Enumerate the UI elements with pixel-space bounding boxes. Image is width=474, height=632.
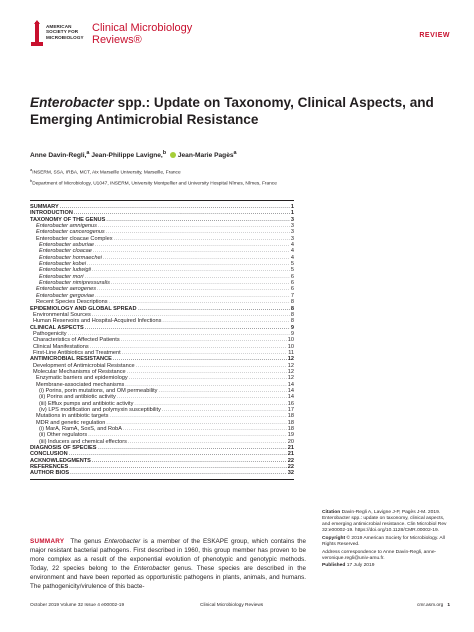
toc-entry-label: ANTIMICROBIAL RESISTANCE (30, 356, 112, 363)
toc-entry-page: 22 (287, 464, 294, 471)
toc-leader-dots (70, 470, 287, 476)
toc-entry-label: AUTHOR BIOS (30, 470, 70, 477)
toc-entry-page: 12 (287, 375, 294, 382)
toc-entry-label: Enterobacter aerogenes (36, 286, 97, 293)
toc-entry-page: 22 (287, 457, 294, 464)
toc-entry-page: 12 (287, 368, 294, 375)
toc-entry-label: Characteristics of Affected Patients (33, 337, 120, 344)
toc-entry-label: MDR and genetic regulation (36, 419, 106, 426)
toc-entry-label: Enzymatic barriers and epidemiology (36, 375, 128, 382)
toc-entry-page: 5 (290, 267, 294, 274)
page-number: 1 (447, 603, 450, 608)
toc-entry-page: 21 (287, 451, 294, 458)
article-info-sidebar (322, 510, 452, 571)
toc-entry-label: Enterobacter cancerogenus (36, 229, 105, 236)
journal-name[interactable] (92, 22, 232, 46)
toc-entry-label: TAXONOMY OF THE GENUS (30, 216, 106, 223)
toc-entry-page: 21 (287, 445, 294, 452)
title-genus: Enterobacter (30, 95, 114, 110)
toc-entry-page: 9 (290, 324, 294, 331)
summary-label: SUMMARY (30, 538, 65, 545)
toc-entry-label: CONCLUSION (30, 451, 68, 458)
toc-entry-page: 3 (290, 235, 294, 242)
summary-text: is a member of the ESKAPE group, which contains the major resistant bacterial pathogens. First described in 1960, this group member has proven to be more complex as a result of the exponential evolution of phenotypic and genotypic methods. Today, 22 species belong to the (30, 538, 306, 572)
toc-entry-page: 3 (290, 216, 294, 223)
toc-entry[interactable] (30, 470, 294, 476)
toc-entry-page: 8 (290, 318, 294, 325)
article-title (30, 94, 450, 128)
toc-entry-label: REFERENCES (30, 464, 69, 471)
toc-entry-page: 8 (290, 305, 294, 312)
toc-entry-label: Recent Species Descriptions (36, 299, 108, 306)
toc-entry-label: First-Line Antibiotics and Treatment (33, 349, 121, 356)
toc-entry-page: 8 (290, 299, 294, 306)
article-type-label: REVIEW (419, 32, 450, 39)
toc-entry-page: 6 (290, 280, 294, 287)
toc-entry-label: CLINICAL ASPECTS (30, 324, 84, 331)
toc-entry-label: (i) MarA, RamA, SoxS, and RobA (39, 426, 123, 433)
toc-entry-page: 6 (290, 273, 294, 280)
toc-entry-label: (iii) Efflux pumps and antibiotic activity (39, 400, 134, 407)
citation-key: Citation (322, 510, 341, 515)
affiliation-text: Department of Microbiology, U1047, INSERM, University Montpellier and University Hospital Nîmes, Nîmes, France (32, 181, 277, 187)
journal-url-link[interactable]: cmr.asm.org (416, 603, 444, 608)
society-name (46, 24, 96, 40)
toc-entry-page: 14 (287, 381, 294, 388)
toc-entry-label: Development of Antimicrobial Resistance (33, 362, 135, 369)
toc-entry-page: 17 (287, 407, 294, 413)
toc-entry-label: Enterobacter kobei (39, 261, 86, 268)
toc-entry-label: Enterobacter asburiae (39, 242, 95, 249)
affiliation (30, 178, 450, 187)
toc-entry-page: 32 (287, 470, 294, 477)
toc-entry-page: 4 (290, 254, 294, 261)
footer-right (417, 603, 450, 608)
toc-entry-page: 18 (287, 413, 294, 420)
toc-entry-page: 18 (287, 426, 294, 433)
toc-entry-page: 18 (287, 419, 294, 426)
toc-entry-label: Enterobacter mori (39, 273, 84, 280)
toc-entry-label: Environmental Sources (33, 311, 91, 318)
toc-entry-label: (i) Porins, porin mutations, and OM permeability (39, 387, 158, 394)
summary-genus: Enterobacter (104, 538, 141, 545)
summary-genus: Enterobacter (133, 564, 170, 572)
toc-entry-label: Enterobacter cloacae (39, 248, 92, 255)
toc-entry-label: DIAGNOSIS OF SPECIES (30, 445, 97, 452)
society-line: MICROBIOLOGY (46, 34, 84, 40)
toc-entry-label: (iv) LPS modification and polymyxin susceptibility (39, 407, 161, 413)
affiliation-sup: a (30, 167, 33, 172)
journal-name-line: Clinical Microbiology (92, 22, 193, 34)
toc-entry-page: 9 (290, 330, 294, 337)
toc-entry-page: 19 (287, 432, 294, 439)
toc-entry-page: 14 (287, 387, 294, 394)
toc-entry-page: 12 (287, 362, 294, 369)
toc-entry-page: 6 (290, 286, 294, 293)
toc-entry-label: Pathogenicity (33, 330, 67, 337)
toc-entry-page: 10 (287, 343, 294, 350)
author-affil-sup: a (233, 150, 237, 156)
title-text: spp.: Update on Taxonomy, Clinical Aspects, and Emerging Antimicrobial Resistance (30, 95, 434, 127)
toc-entry-page: 3 (290, 223, 294, 230)
affiliation (30, 167, 450, 176)
citation-text[interactable]: Davin-Regli A, Lavigne J-P, Pagès J-M. 2019. Enterobacter spp.: update on taxonomy, clinical aspects, and emerging antimicrobial resistance. Clin Microbiol Rev 32:e00002-19. https://doi.org/10.1128/CMR.00002-19. (322, 510, 447, 533)
toc-entry-page: 11 (288, 349, 294, 356)
toc-entry-label: Membrane-associated mechanisms (36, 381, 125, 388)
toc-entry-page: 20 (287, 438, 294, 445)
toc-entry-page: 7 (290, 292, 294, 299)
citation-block (322, 510, 452, 534)
toc-entry-label: Enterobacter hormaechei (39, 254, 102, 261)
correspondence-block[interactable]: Address correspondence to Anne Davin-Regli, anne-veronique.regli@univ-amu.fr. (322, 549, 437, 561)
toc-entry-page: 12 (287, 356, 294, 363)
author-name[interactable]: Jean-Marie Pagès (176, 152, 234, 160)
toc-entry-label: Enterobacter amnigenus (36, 223, 97, 230)
copyright-block (322, 536, 452, 548)
asm-logo-icon (30, 20, 44, 48)
issue-info: October 2019 Volume 32 Issue 4 e00002-19 (30, 603, 125, 608)
published-date: 17 July 2019 (346, 563, 375, 569)
journal-name-line: Reviews® (92, 34, 142, 46)
toc-entry-page: 14 (287, 394, 294, 401)
toc-entry-label: Enterobacter nimipressuralis (39, 280, 110, 287)
toc-entry-page: 1 (290, 204, 294, 210)
toc-entry-page: 16 (287, 400, 294, 407)
toc-entry-page: 4 (290, 248, 294, 255)
affiliation-text: INSERM, SSA, IRBA, MCT, Aix Marseille University, Marseille, France (32, 170, 181, 176)
published-block (322, 563, 452, 569)
toc-entry-label: Enterobacter cloacae Complex (36, 235, 113, 242)
society-line: SOCIETY FOR (46, 29, 79, 35)
toc-entry-label: EPIDEMIOLOGY AND GLOBAL SPREAD (30, 305, 137, 312)
toc-entry-page: 5 (290, 261, 294, 268)
toc-entry-page: 8 (290, 311, 294, 318)
toc-entry-page: 4 (290, 242, 294, 249)
published-key: Published (322, 563, 346, 569)
affiliation-sup: b (30, 178, 33, 183)
toc-entry-page: 1 (290, 210, 294, 217)
author-affil-sup: b (162, 150, 167, 156)
toc-entry-label: Clinical Manifestations (33, 343, 89, 350)
society-line: AMERICAN (46, 24, 72, 29)
author-affil-sup: a (86, 150, 90, 156)
toc-entry-label: (ii) Other regulators (39, 432, 88, 439)
summary-text: The genus (70, 538, 105, 545)
toc-entry-label: ACKNOWLEDGMENTS (30, 457, 91, 464)
summary-paragraph (30, 538, 306, 591)
toc-entry-label: INTRODUCTION (30, 210, 73, 217)
author-name[interactable]: Anne Davin-Regli, (30, 152, 87, 160)
author-list (30, 150, 450, 159)
toc-entry-page: 3 (290, 229, 294, 236)
table-of-contents (30, 200, 294, 480)
toc-entry-label: (iii) Inducers and chemical effectors (39, 438, 127, 445)
journal-header (30, 20, 450, 60)
toc-entry-page: 10 (287, 337, 294, 344)
toc-entry-label: Enterobacter gergoviae (36, 292, 95, 299)
toc-entry-label: Mutations in antibiotic targets (36, 413, 109, 420)
footer-journal-name: Clinical Microbiology Reviews (200, 603, 264, 608)
toc-entry-label: Enterobacter ludwigii (39, 267, 91, 274)
author-name[interactable]: Jean-Philippe Lavigne, (89, 152, 163, 160)
summary-text: genus. These species are described in the environment and have been reported as opportunistic pathogens in plants, animals, and humans. The pathogenicity/virulence of this bacte- (30, 564, 306, 590)
toc-entry-label: (ii) Porins and antibiotic activity (39, 394, 116, 401)
toc-entry-label: Human Reservoirs and Hospital-Acquired Infections (33, 318, 162, 325)
toc-entry-label: SUMMARY (30, 204, 59, 210)
copyright-text: © 2019 American Society for Microbiology. All Rights Reserved. (322, 535, 445, 547)
copyright-key: Copyright (322, 535, 346, 541)
toc-entry-label: Molecular Mechanisms of Resistance (33, 368, 126, 375)
